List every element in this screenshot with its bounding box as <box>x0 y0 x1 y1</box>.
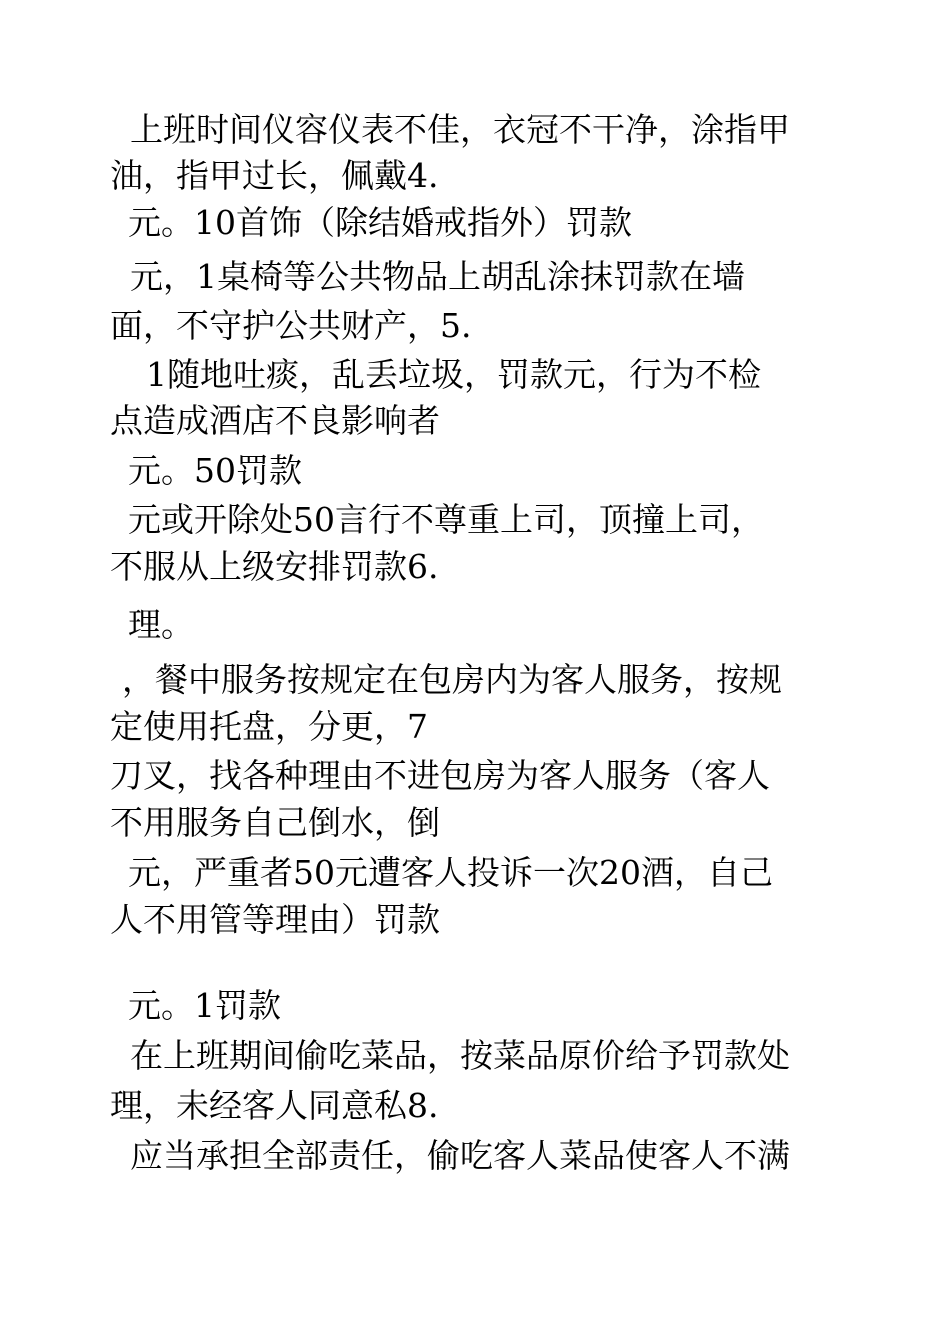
text-line-10: 不服从上级安排罚款6. <box>110 547 439 586</box>
text-line-6: 1随地吐痰，乱丢垃圾，罚款元，行为不检 <box>146 355 761 394</box>
text-line-8: 元。50罚款 <box>128 451 302 490</box>
text-line-19: 在上班期间偷吃菜品，按菜品原价给予罚款处 <box>130 1036 790 1075</box>
text-line-11: 理。 <box>128 605 194 644</box>
text-line-15: 不用服务自己倒水，倒 <box>110 803 440 842</box>
text-line-18: 元。1罚款 <box>128 986 281 1025</box>
text-line-2: 油，指甲过长，佩戴4. <box>110 156 439 195</box>
text-line-3: 元。10首饰（除结婚戒指外）罚款 <box>128 203 632 242</box>
text-line-4: 元，1桌椅等公共物品上胡乱涂抹罚款在墙 <box>130 257 745 296</box>
text-line-5: 面，不守护公共财产，5. <box>110 306 472 345</box>
text-line-9: 元或开除处50言行不尊重上司，顶撞上司， <box>128 500 764 539</box>
text-line-12: ，餐中服务按规定在包房内为客人服务，按规 <box>122 660 782 699</box>
text-line-14: 刀叉，找各种理由不进包房为客人服务（客人 <box>110 756 770 795</box>
text-line-13: 定使用托盘，分更，7 <box>110 707 428 746</box>
text-line-21: 应当承担全部责任，偷吃客人菜品使客人不满 <box>130 1136 790 1175</box>
text-line-1: 上班时间仪容仪表不佳，衣冠不干净，涂指甲 <box>130 110 790 149</box>
text-line-17: 人不用管等理由）罚款 <box>110 900 440 939</box>
text-line-7: 点造成酒店不良影响者 <box>110 401 440 440</box>
text-line-20: 理，未经客人同意私8. <box>110 1086 439 1125</box>
text-line-16: 元，严重者50元遭客人投诉一次20酒，自己 <box>128 853 773 892</box>
